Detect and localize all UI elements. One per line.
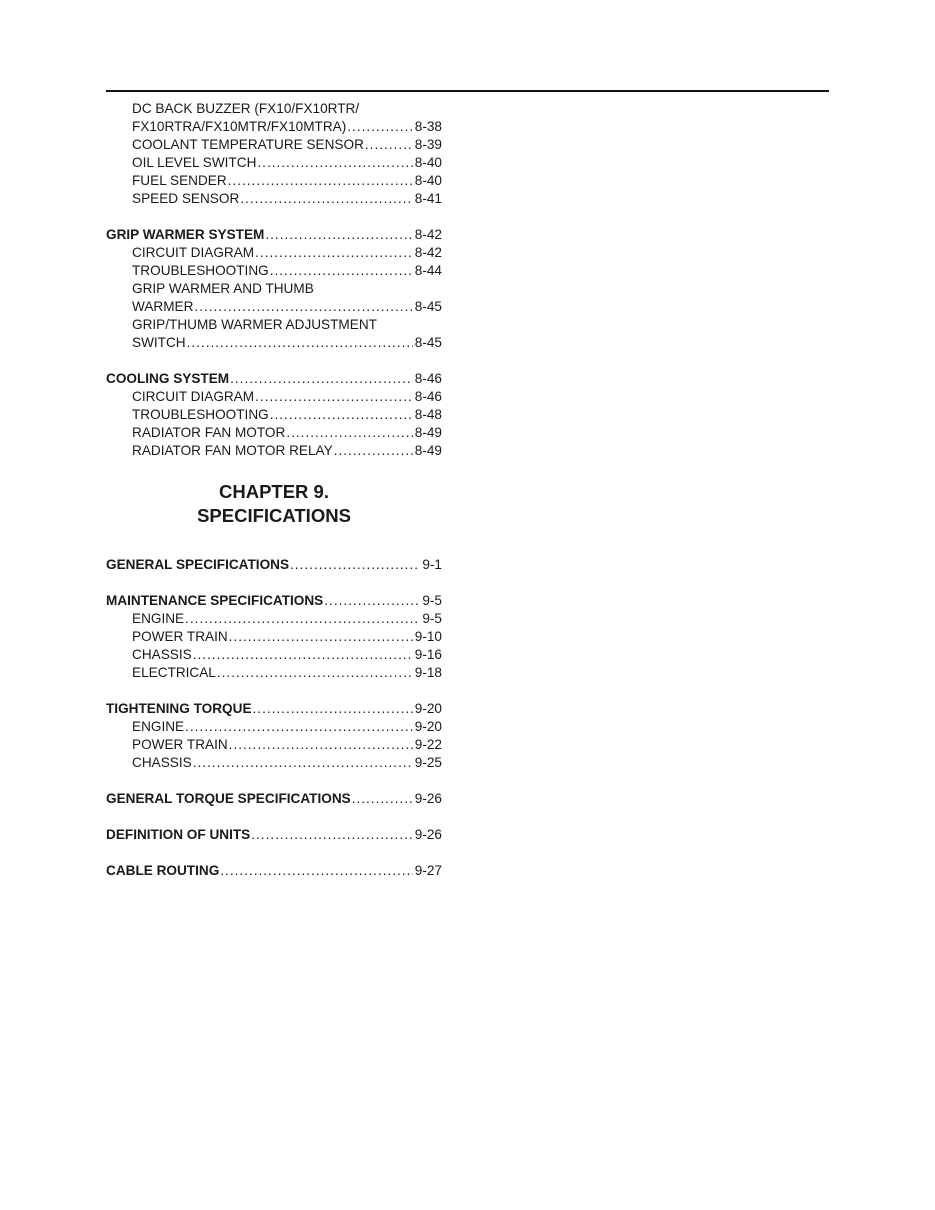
toc-entry-tt-engine[interactable]: [106, 718, 442, 736]
dot-leader: [185, 610, 420, 628]
dot-leader: [240, 190, 413, 208]
toc-page-number: 9-10: [414, 629, 442, 644]
toc-page-number: 9-5: [422, 611, 442, 626]
dot-leader: [324, 592, 420, 610]
toc-entry-tightening-torque[interactable]: [106, 700, 442, 718]
toc-entry-title: COOLANT TEMPERATURE SENSOR: [132, 137, 364, 152]
toc-page-number: 8-45: [414, 335, 442, 350]
toc-entry-title: GRIP WARMER AND THUMB: [132, 281, 314, 296]
toc-entry-tt-power-train[interactable]: [106, 736, 442, 754]
toc-page-number: 8-39: [414, 137, 442, 152]
dot-leader: [286, 424, 412, 442]
toc-entry-title: WARMER: [132, 299, 194, 314]
dot-leader: [347, 118, 413, 136]
toc-page-number: 8-44: [414, 263, 442, 278]
toc-entry-ms-engine[interactable]: [106, 610, 442, 628]
toc-page-number: 8-42: [414, 227, 442, 242]
toc-entry-grip-thumb-warmer-line1[interactable]: [106, 280, 442, 298]
toc-entry-speed-sensor[interactable]: [106, 190, 442, 208]
toc-entry-adjustment-switch-line1[interactable]: [106, 316, 442, 334]
dot-leader: [270, 406, 413, 424]
toc-page-number: 8-41: [414, 191, 442, 206]
dot-leader: [187, 334, 413, 352]
toc-entry-tt-chassis[interactable]: [106, 754, 442, 772]
toc-entry-title: GRIP/THUMB WARMER ADJUSTMENT: [132, 317, 377, 332]
dot-leader: [255, 244, 413, 262]
toc-entry-title: TIGHTENING TORQUE: [106, 701, 252, 716]
spacer: [106, 574, 442, 592]
toc-page-number: 9-16: [414, 647, 442, 662]
dot-leader: [255, 388, 413, 406]
chapter-title: SPECIFICATIONS: [197, 505, 351, 526]
toc-entry-ms-power-train[interactable]: [106, 628, 442, 646]
toc-entry-title: RADIATOR FAN MOTOR: [132, 425, 286, 440]
toc-page-number: 9-27: [414, 863, 442, 878]
toc-entry-cs-troubleshooting[interactable]: [106, 406, 442, 424]
toc-entry-title: GENERAL TORQUE SPECIFICATIONS: [106, 791, 351, 806]
toc-entry-title: TROUBLESHOOTING: [132, 263, 269, 278]
chapter-number: CHAPTER 9.: [219, 481, 329, 502]
toc-entry-title: FUEL SENDER: [132, 173, 227, 188]
toc-entry-title: GRIP WARMER SYSTEM: [106, 227, 265, 242]
toc-entry-title: TROUBLESHOOTING: [132, 407, 269, 422]
toc-entry-maintenance-specifications[interactable]: [106, 592, 442, 610]
dot-leader: [229, 736, 413, 754]
dot-leader: [193, 646, 413, 664]
toc-entry-radiator-fan-motor[interactable]: [106, 424, 442, 442]
toc-page-number: 9-25: [414, 755, 442, 770]
toc-entry-coolant-temperature-sensor[interactable]: [106, 136, 442, 154]
toc-entry-title: CHASSIS: [132, 755, 192, 770]
toc-page-number: 8-49: [414, 443, 442, 458]
toc-entry-title: ELECTRICAL: [132, 665, 216, 680]
dot-leader: [185, 718, 413, 736]
toc-page-number: 9-5: [422, 593, 442, 608]
dot-leader: [257, 154, 412, 172]
toc-entry-ms-electrical[interactable]: [106, 664, 442, 682]
dot-leader: [265, 226, 412, 244]
toc-entry-cable-routing[interactable]: [106, 862, 442, 880]
toc-entry-general-specifications[interactable]: [106, 556, 442, 574]
toc-entry-title: OIL LEVEL SWITCH: [132, 155, 257, 170]
top-rule: [106, 90, 829, 92]
toc-entry-gw-troubleshooting[interactable]: [106, 262, 442, 280]
toc-entry-dc-back-buzzer[interactable]: [106, 118, 442, 136]
toc-entry-title: POWER TRAIN: [132, 737, 228, 752]
toc-entry-title: CHASSIS: [132, 647, 192, 662]
toc-entry-title: ENGINE: [132, 611, 185, 626]
toc-page-number: 8-48: [414, 407, 442, 422]
spacer: [106, 208, 442, 226]
toc-entry-general-torque-specifications[interactable]: [106, 790, 442, 808]
toc-entry-title: SWITCH: [132, 335, 186, 350]
dot-leader: [365, 136, 413, 154]
toc-entry-definition-of-units[interactable]: [106, 826, 442, 844]
spacer: [106, 772, 442, 790]
spacer: [106, 808, 442, 826]
toc-entry-grip-thumb-warmer[interactable]: [106, 298, 442, 316]
toc-entry-cooling-system[interactable]: [106, 370, 442, 388]
toc-entry-radiator-fan-motor-relay[interactable]: [106, 442, 442, 460]
toc-page-number: 9-1: [422, 557, 442, 572]
toc-page-number: 8-46: [414, 371, 442, 386]
toc-page-number: 9-20: [414, 701, 442, 716]
dot-leader: [230, 370, 413, 388]
toc-entry-grip-warmer-system[interactable]: [106, 226, 442, 244]
toc-page-number: 9-18: [414, 665, 442, 680]
toc-page-number: 8-40: [414, 155, 442, 170]
dot-leader: [290, 556, 420, 574]
toc-entry-fuel-sender[interactable]: [106, 172, 442, 190]
toc-entry-title: CIRCUIT DIAGRAM: [132, 245, 255, 260]
dot-leader: [334, 442, 413, 460]
toc-entry-title: CIRCUIT DIAGRAM: [132, 389, 255, 404]
toc-entry-title: POWER TRAIN: [132, 629, 228, 644]
dot-leader: [352, 790, 413, 808]
toc-entry-title: DEFINITION OF UNITS: [106, 827, 251, 842]
dot-leader: [251, 826, 413, 844]
toc-page-number: 9-26: [414, 827, 442, 842]
toc-page-number: 8-49: [414, 425, 442, 440]
dot-leader: [217, 664, 413, 682]
chapter-heading: [106, 480, 442, 528]
toc-entry-adjustment-switch[interactable]: [106, 334, 442, 352]
dot-leader: [194, 298, 412, 316]
toc-entry-title: DC BACK BUZZER (FX10/FX10RTR/: [132, 101, 360, 116]
dot-leader: [193, 754, 413, 772]
toc-entry-title: CABLE ROUTING: [106, 863, 220, 878]
toc-page-number: 8-40: [414, 173, 442, 188]
toc-page-number: 8-45: [414, 299, 442, 314]
spacer: [106, 844, 442, 862]
toc-entry-ms-chassis[interactable]: [106, 646, 442, 664]
toc-page-number: 9-26: [414, 791, 442, 806]
toc-entry-title: MAINTENANCE SPECIFICATIONS: [106, 593, 324, 608]
toc-entry-title: FX10RTRA/FX10MTR/FX10MTRA): [132, 119, 347, 134]
toc-entry-title: RADIATOR FAN MOTOR RELAY: [132, 443, 333, 458]
table-of-contents: [106, 100, 442, 880]
toc-entry-dc-back-buzzer-line1[interactable]: [106, 100, 442, 118]
toc-page-number: 8-38: [414, 119, 442, 134]
spacer: [106, 682, 442, 700]
toc-entry-title: COOLING SYSTEM: [106, 371, 230, 386]
dot-leader: [220, 862, 413, 880]
dot-leader: [228, 172, 413, 190]
toc-entry-cs-circuit-diagram[interactable]: [106, 388, 442, 406]
toc-entry-oil-level-switch[interactable]: [106, 154, 442, 172]
toc-page-number: 8-42: [414, 245, 442, 260]
spacer: [106, 352, 442, 370]
toc-entry-gw-circuit-diagram[interactable]: [106, 244, 442, 262]
toc-page-number: 8-46: [414, 389, 442, 404]
toc-page-number: 9-22: [414, 737, 442, 752]
dot-leader: [229, 628, 413, 646]
dot-leader: [253, 700, 413, 718]
toc-page-number: 9-20: [414, 719, 442, 734]
toc-entry-title: GENERAL SPECIFICATIONS: [106, 557, 290, 572]
dot-leader: [270, 262, 413, 280]
toc-entry-title: SPEED SENSOR: [132, 191, 240, 206]
toc-entry-title: ENGINE: [132, 719, 185, 734]
